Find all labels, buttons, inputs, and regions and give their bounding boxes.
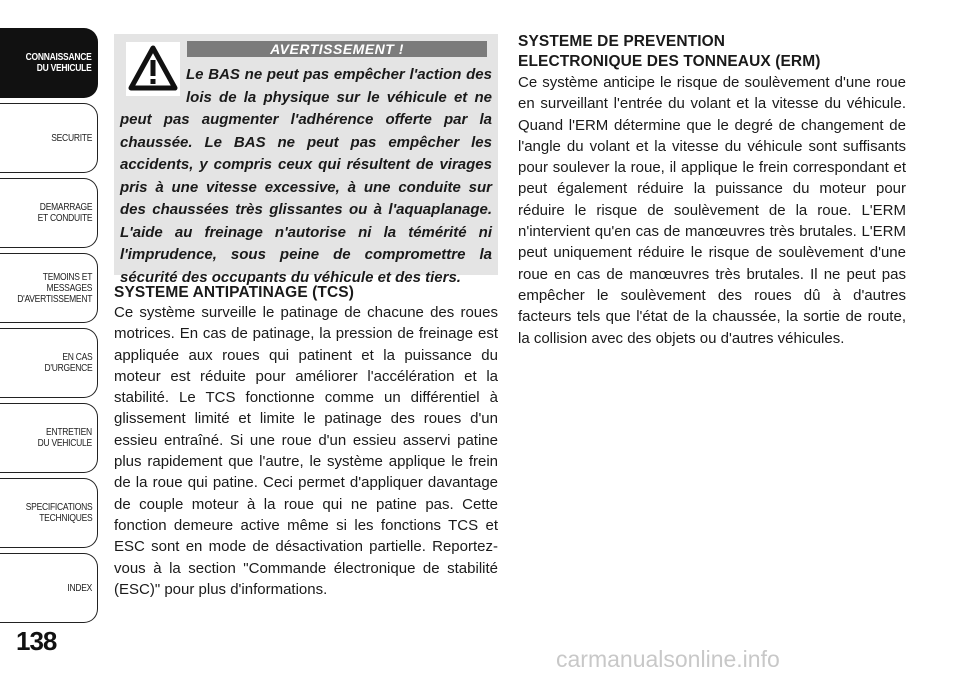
warning-text: Le BAS ne peut pas empêcher l'action des lois de la physique sur le véhicule et ne peut pas augmenter l'adhérence offerte par la chaussée. Le BAS ne peut pas empêcher les accidents, y compris ceux qui résultent de virages pris à une vitesse excessive, à une conduite sur des chaussées très glissantes ou à l'aquaplanage. L'aide au freinage n'autorise ni la témérité ni l'imprudence, sous peine de compromettre la sécurité des occupants du véhicule et des tiers. — [120, 66, 492, 286]
erm-section — [518, 32, 906, 349]
warning-title: AVERTISSEMENT ! — [187, 41, 487, 57]
tab-label: SECURITE — [51, 132, 92, 144]
tab-label: DEMARRAGE ET CONDUITE — [37, 202, 92, 224]
tab-label: INDEX — [67, 582, 92, 594]
erm-heading-line1: SYSTEME DE PREVENTION — [518, 33, 726, 50]
chapter-tabs — [0, 28, 98, 628]
tab-label: EN CAS D'URGENCE — [44, 352, 92, 374]
tcs-heading: SYSTEME ANTIPATINAGE (TCS) — [114, 284, 354, 301]
erm-body: Ce système anticipe le risque de soulèvement d'une roue en surveillant l'entrée du volant et la vitesse du véhicule. Quand l'ERM détermine que le degré de changement de l'angle du volant et la vitesse du véhicule sont suffisants pour soulever la roue, il applique le frein correspondant et peut également réduire la puissance du moteur pour réduire le risque de soulèvement de la roue. L'ERM n'intervient qu'en cas de manœuvres très brutales. L'ERM peut uniquement réduire le risque de soulèvement d'une roue en cas de manœuvres très brutales. Il ne peut pas empêcher le soulèvement des roues dû à d'autres facteurs tels que l'état de la chaussée, la sortie de route, la collision avec des objets ou d'autres véhicules. — [518, 74, 906, 347]
tab-connaissance-du-vehicule[interactable] — [0, 28, 98, 98]
tab-demarrage-et-conduite[interactable] — [0, 178, 98, 248]
erm-heading-line2: ELECTRONIQUE DES TONNEAUX (ERM) — [518, 53, 821, 70]
tab-specifications-techniques[interactable] — [0, 478, 98, 548]
tab-securite[interactable] — [0, 103, 98, 173]
page-number: 138 — [16, 626, 57, 656]
tab-label: SPECIFICATIONS TECHNIQUES — [25, 502, 92, 524]
tab-temoins-et-messages[interactable] — [0, 253, 98, 323]
tab-entretien-du-vehicule[interactable] — [0, 403, 98, 473]
tab-label: TEMOINS ET MESSAGES D'AVERTISSEMENT — [17, 271, 92, 305]
tab-index[interactable] — [0, 553, 98, 623]
tab-label: CONNAISSANCE DU VEHICULE — [26, 52, 92, 74]
watermark: carmanualsonline.info — [556, 646, 780, 672]
erm-heading — [518, 32, 906, 72]
tcs-body: Ce système surveille le patinage de chacune des roues motrices. En cas de patinage, la pression de freinage est appliquée aux roues qui patinent et la puissance du moteur est réduite pour améliorer l'accélération et la stabilité. Le TCS fonctionne comme un différentiel à glissement limité et limite le patinage des roues d'un essieu entraîné. Si une roue d'un essieu asservi patine plus rapidement que l'autre, le système applique le frein de la roue qui patine. Ceci permet d'appliquer davantage de couple moteur à la roue qui ne patine pas. Cette fonction demeure active même si les fonctions TCS et ESC sont en mode de désactivation partielle. Reportez-vous à la section "Commande électronique de stabilité (ESC)" pour plus d'informations. — [114, 304, 498, 598]
tcs-section — [114, 283, 498, 600]
warning-box — [114, 34, 498, 286]
tab-label: ENTRETIEN DU VEHICULE — [37, 427, 92, 449]
tab-en-cas-d-urgence[interactable] — [0, 328, 98, 398]
